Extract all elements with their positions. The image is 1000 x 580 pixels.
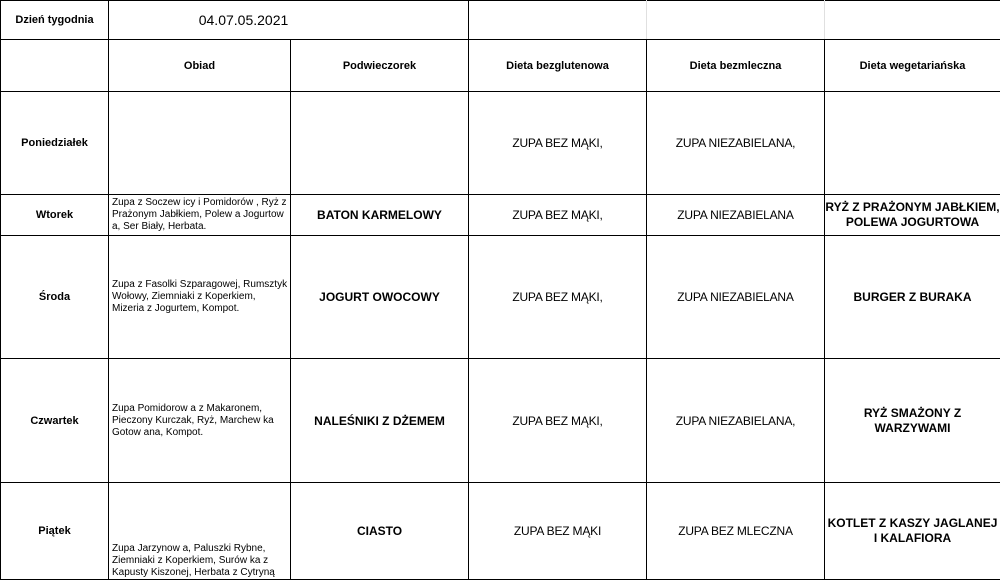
col-header-vegetarian: Dieta wegetariańska [825,40,1000,92]
vegetarian-cell: BURGER Z BURAKA [825,236,1000,359]
gluten-free-cell: ZUPA BEZ MĄKI, [469,236,647,359]
vegetarian-cell: RYŻ SMAŻONY Z WARZYWAMI [825,359,1000,483]
dairy-free-cell: ZUPA NIEZABIELANA, [647,359,825,483]
table-row [1,359,1000,483]
empty-cell [1,40,109,92]
empty-cell [647,1,825,40]
snack-cell: NALEŚNIKI Z DŻEMEM [291,359,469,483]
vegetarian-cell: RYŻ Z PRAŻONYM JABŁKIEM, POLEWA JOGURTOWA [825,195,1000,236]
snack-cell [291,92,469,195]
table-row [1,195,1000,236]
day-label: Poniedziałek [1,92,109,195]
gluten-free-cell: ZUPA BEZ MĄKI, [469,359,647,483]
snack-cell: JOGURT OWOCOWY [291,236,469,359]
vegetarian-cell [825,92,1000,195]
lunch-cell: Zupa z Soczew icy i Pomidorów , Ryż z Prażonym Jabłkiem, Polew a Jogurtow a, Ser Biały, Herbata. [109,195,291,236]
day-of-week-label: Dzień tygodnia [1,1,109,40]
snack-cell: CIASTO [291,483,469,580]
col-header-dairy-free: Dieta bezmleczna [647,40,825,92]
dairy-free-cell: ZUPA NIEZABIELANA [647,195,825,236]
day-label: Wtorek [1,195,109,236]
gluten-free-cell: ZUPA BEZ MĄKI, [469,92,647,195]
snack-cell: BATON KARMELOWY [291,195,469,236]
gluten-free-cell: ZUPA BEZ MĄKI, [469,195,647,236]
lunch-cell: Zupa Pomidorow a z Makaronem, Pieczony Kurczak, Ryż, Marchew ka Gotow ana, Kompot. [109,359,291,483]
table-row [1,483,1000,580]
dairy-free-cell: ZUPA NIEZABIELANA [647,236,825,359]
lunch-cell: Zupa Jarzynow a, Paluszki Rybne, Ziemniaki z Koperkiem, Surów ka z Kapusty Kiszonej, Herbata z Cytryną [109,483,291,580]
day-label: Czwartek [1,359,109,483]
day-label: Środa [1,236,109,359]
table-row [1,92,1000,195]
lunch-cell: Zupa z Fasolki Szparagowej, Rumsztyk Wołowy, Ziemniaki z Koperkiem, Mizeria z Jogurtem, Kompot. [109,236,291,359]
dairy-free-cell: ZUPA BEZ MLECZNA [647,483,825,580]
vegetarian-cell: KOTLET Z KASZY JAGLANEJ I KALAFIORA [825,483,1000,580]
table-row [1,236,1000,359]
day-label: Piątek [1,483,109,580]
empty-cell [825,1,1000,40]
empty-cell [469,1,647,40]
lunch-cell [109,92,291,195]
col-header-lunch: Obiad [109,40,291,92]
date-range: 04.07.05.2021 [109,1,469,40]
col-header-gluten-free: Dieta bezglutenowa [469,40,647,92]
col-header-snack: Podwieczorek [291,40,469,92]
dairy-free-cell: ZUPA NIEZABIELANA, [647,92,825,195]
gluten-free-cell: ZUPA BEZ MĄKI [469,483,647,580]
